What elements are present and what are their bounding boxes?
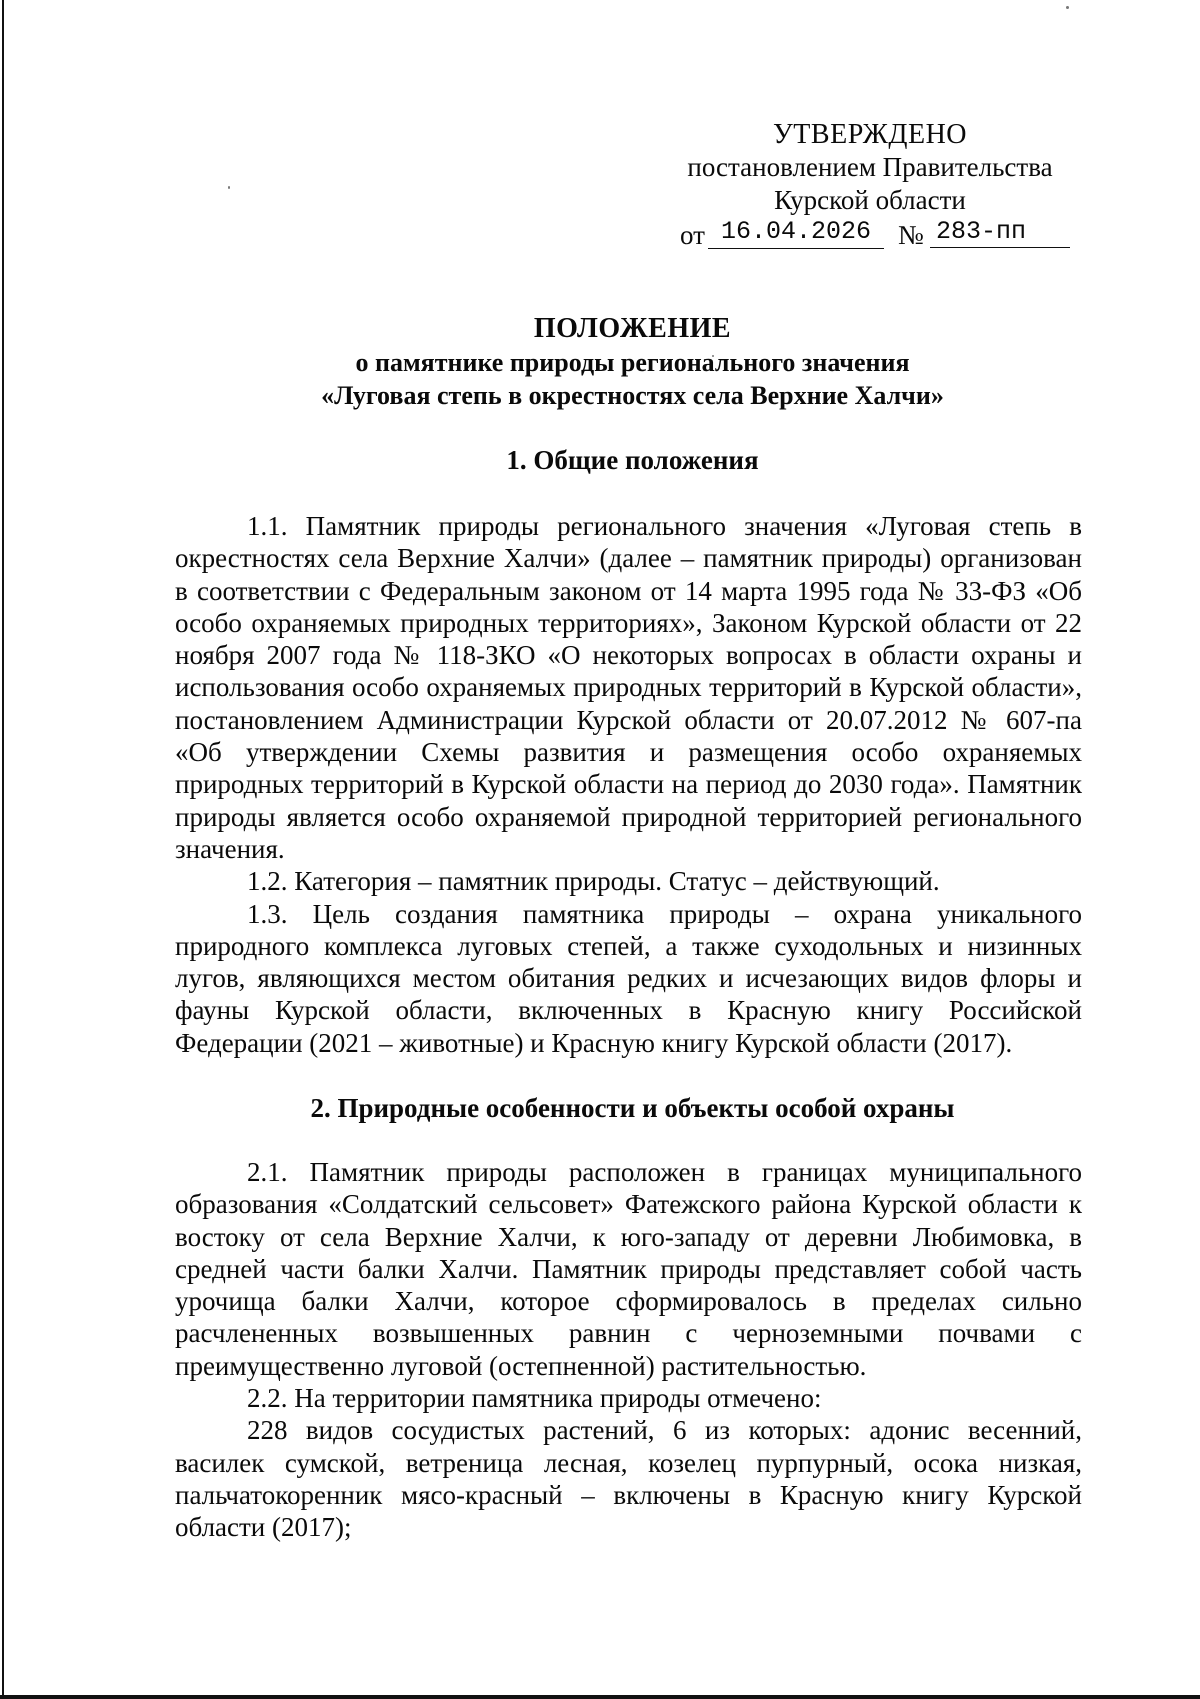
paragraph-1-1: 1.1. Памятник природы регионального значения «Луговая степь в окрестностях села Верхние Халчи» (далее – памятник природы) организован в соответствии с Федеральным законом от 14 марта 1995 года № 33-ФЗ «Об особо охраняемых природных территориях», Законом Курской области от 22 ноября 2007 года № 118-ЗКО «О некоторых вопросах в области охраны и использования особо охраняемых природных территорий в Курской области», постановлением Администрации Курской области от 20.07.2012 № 607-па «Об утверждении Схемы развития и размещения особо охраняемых природных территорий в Курской области на период до 2030 года». Памятник природы является особо охраняемой природной территорией регионального значения.: [175, 511, 1082, 864]
document-title: ПОЛОЖЕНИЕ: [533, 313, 732, 344]
approval-region: Курской области: [774, 185, 966, 215]
document-heading: [175, 312, 1090, 412]
paragraph-2-2-list-item: 228 видов сосудистых растений, 6 из которых: адонис весенний, василек сумской, ветреница лесная, козелец пурпурный, осока низкая, пальчатокоренник мясо-красный – включены в Красную книгу Курской области (2017);: [175, 1415, 1082, 1543]
paragraph-2-1: 2.1. Памятник природы расположен в границах муниципального образования «Солдатский сельсовет» Фатежского района Курской области к востоку от села Верхние Халчи, к юго-западу от деревни Любимовка, в средней части балки Халчи. Памятник природы представляет собой часть урочища балки Халчи, которое сформировалось в пределах сильно расчлененных возвышенных равнин с черноземными почвами с преимущественно луговой (остепненной) растительностью.: [175, 1157, 1082, 1381]
section-2-body: [175, 1156, 1082, 1544]
paragraph-1-3: 1.3. Цель создания памятника природы – охрана уникального природного комплекса луговых степей, а также суходольных и низинных лугов, являющихся местом обитания редких и исчезающих видов флоры и фауны Курской области, включенных в Красную книгу Российской Федерации (2021 – животные) и Красную книгу Курской области (2017).: [175, 898, 1082, 1058]
document-subtitle-line-2: «Луговая степь в окрестностях села Верхние Халчи»: [321, 381, 944, 410]
order-reference: [680, 216, 1070, 252]
order-date: 16.04.2026: [708, 216, 884, 249]
section-2-title: 2. Природные особенности и объекты особой охраны: [310, 1093, 955, 1123]
number-prefix: №: [898, 220, 924, 250]
date-prefix: от: [680, 220, 705, 250]
order-number: 283-пп: [930, 216, 1070, 248]
scan-speck: [228, 186, 230, 189]
section-1-title: 1. Общие положения: [506, 445, 759, 475]
scan-bottom-edge: [0, 1695, 1200, 1699]
scan-left-edge: [2, 0, 4, 1699]
approval-authority: постановлением Правительства: [687, 152, 1053, 182]
section-1-body: [175, 510, 1082, 1059]
paragraph-2-2: 2.2. На территории памятника природы отмечено:: [247, 1383, 822, 1414]
paragraph-1-2: 1.2. Категория – памятник природы. Статус – действующий.: [247, 866, 940, 897]
approval-title: УТВЕРЖДЕНО: [772, 119, 968, 150]
approval-block: [660, 118, 1080, 217]
document-subtitle-line-1: о памятнике природы регионального значения: [355, 348, 910, 377]
scan-speck: [1066, 6, 1069, 9]
